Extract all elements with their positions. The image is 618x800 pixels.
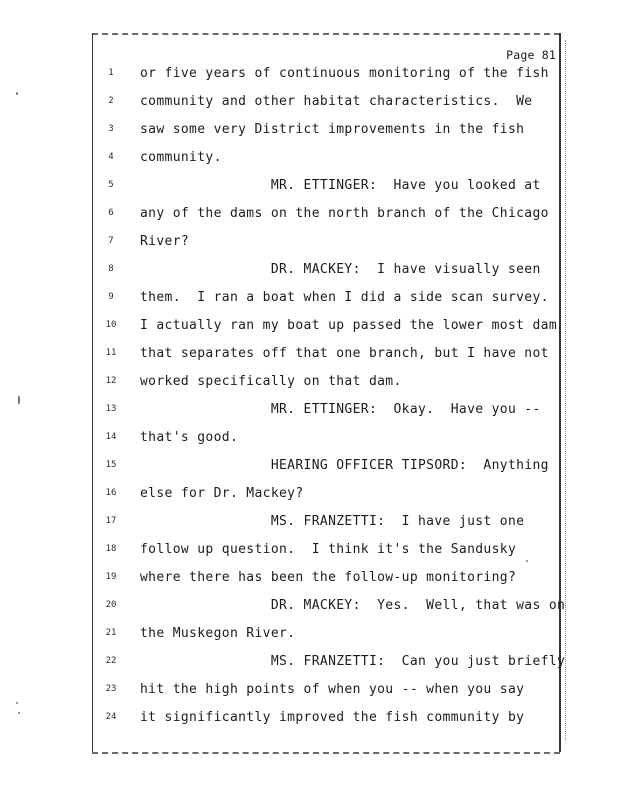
line-number: 9 [108, 292, 114, 302]
transcript-line [0, 482, 618, 510]
line-number: 12 [105, 376, 117, 386]
line-text: hit the high points of when you -- when you say [140, 682, 525, 697]
line-number: 19 [105, 572, 117, 582]
transcript-line [0, 454, 618, 482]
line-text: I actually ran my boat up passed the lower most dam [140, 318, 558, 333]
transcript-line [0, 594, 618, 622]
scan-speck [526, 560, 528, 562]
line-text: saw some very District improvements in the fish [140, 122, 525, 137]
line-number: 13 [105, 404, 117, 414]
transcript-line [0, 230, 618, 258]
scan-speck [16, 92, 18, 95]
transcript-line [0, 342, 618, 370]
transcript-line [0, 146, 618, 174]
line-number: 7 [108, 236, 114, 246]
line-text: HEARING OFFICER TIPSORD: Anything [140, 458, 549, 473]
scan-speck [18, 712, 20, 714]
line-text: them. I ran a boat when I did a side scan survey. [140, 290, 549, 305]
line-number: 4 [108, 152, 114, 162]
line-number: 2 [108, 96, 114, 106]
line-number: 21 [105, 628, 117, 638]
line-text: community and other habitat characteristics. We [140, 94, 533, 109]
line-number: 3 [108, 124, 114, 134]
transcript-line [0, 202, 618, 230]
transcript-line [0, 118, 618, 146]
line-number: 20 [105, 600, 117, 610]
transcript-line [0, 538, 618, 566]
line-text: the Muskegon River. [140, 626, 296, 641]
line-number: 10 [105, 320, 117, 330]
line-number: 22 [105, 656, 117, 666]
line-text: DR. MACKEY: Yes. Well, that was on [140, 598, 566, 613]
line-number: 18 [105, 544, 117, 554]
line-text: it significantly improved the fish community by [140, 710, 525, 725]
line-number: 23 [105, 684, 117, 694]
line-number: 24 [105, 712, 117, 722]
line-text: community. [140, 150, 222, 165]
scan-speck [18, 396, 20, 404]
transcript-line [0, 370, 618, 398]
transcript-line [0, 426, 618, 454]
transcript-line [0, 314, 618, 342]
line-number: 11 [105, 348, 117, 358]
transcript-line [0, 62, 618, 90]
transcript-line [0, 678, 618, 706]
line-number: 15 [105, 460, 117, 470]
line-number: 5 [108, 180, 114, 190]
line-text: that's good. [140, 430, 239, 445]
line-text: DR. MACKEY: I have visually seen [140, 262, 541, 277]
line-text: MS. FRANZETTI: Can you just briefly [140, 654, 566, 669]
line-text: any of the dams on the north branch of the Chicago [140, 206, 549, 221]
line-number: 8 [108, 264, 114, 274]
transcript-line [0, 566, 618, 594]
transcript-line [0, 90, 618, 118]
line-number: 1 [108, 68, 114, 78]
line-text: worked specifically on that dam. [140, 374, 402, 389]
transcript-line [0, 622, 618, 650]
scan-speck [16, 702, 18, 704]
transcript-line [0, 174, 618, 202]
line-text: or five years of continuous monitoring of the fish [140, 66, 549, 81]
transcript-line [0, 398, 618, 426]
line-number: 17 [105, 516, 117, 526]
line-text: that separates off that one branch, but I have not [140, 346, 549, 361]
line-text: else for Dr. Mackey? [140, 486, 304, 501]
transcript-line [0, 258, 618, 286]
line-text: MR. ETTINGER: Okay. Have you -- [140, 402, 541, 417]
transcript-line [0, 286, 618, 314]
transcript-line [0, 650, 618, 678]
page-number: Page 81 [506, 48, 556, 62]
line-number: 14 [105, 432, 117, 442]
line-text: River? [140, 234, 190, 249]
line-number: 16 [105, 488, 117, 498]
line-text: MR. ETTINGER: Have you looked at [140, 178, 541, 193]
line-text: where there has been the follow-up monitoring? [140, 570, 517, 585]
line-text: follow up question. I think it's the Sandusky [140, 542, 517, 557]
line-number: 6 [108, 208, 114, 218]
transcript-line [0, 706, 618, 734]
line-text: MS. FRANZETTI: I have just one [140, 514, 525, 529]
transcript-line [0, 510, 618, 538]
